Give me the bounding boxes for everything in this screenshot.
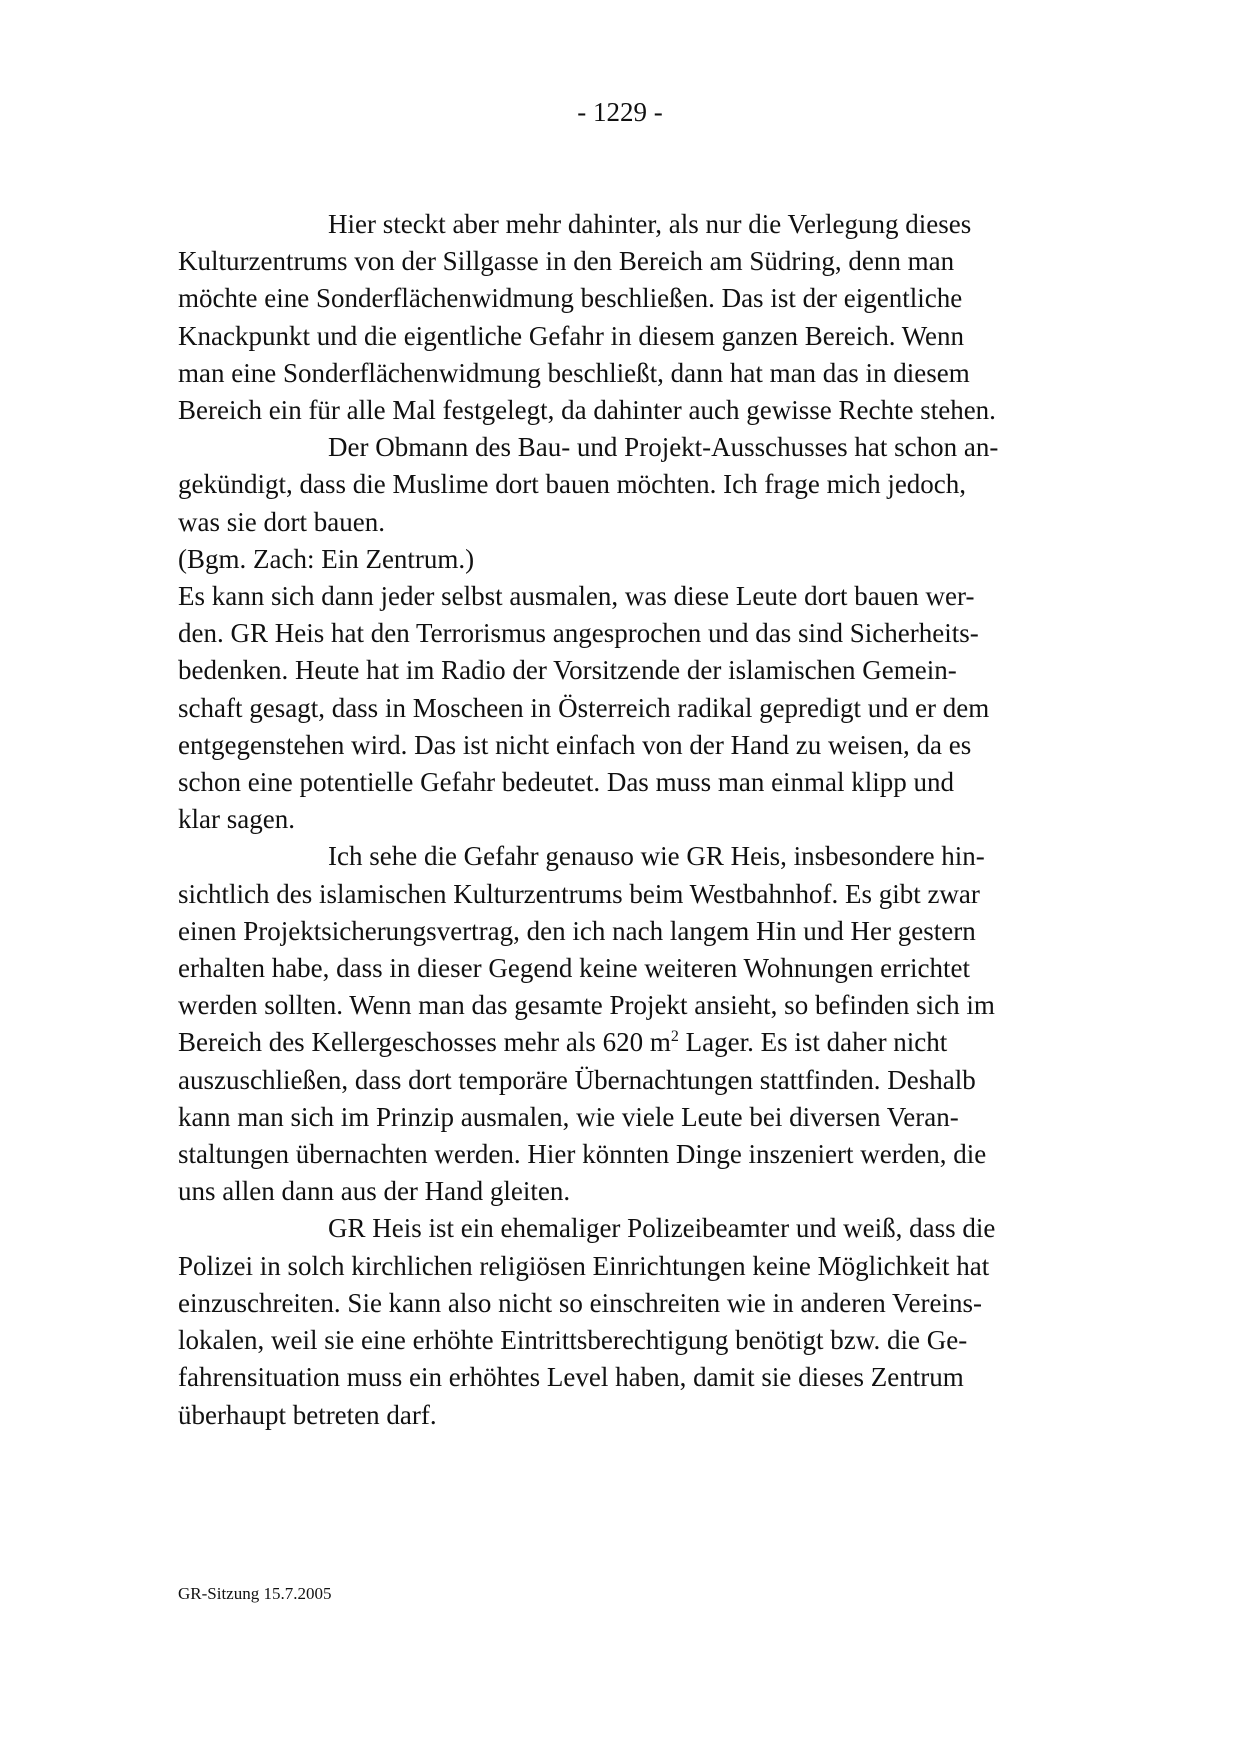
text-line: erhalten habe, dass in dieser Gegend keine weiteren Wohnungen errichtet (178, 953, 971, 984)
text-line: auszuschließen, dass dort temporäre Übernachtungen stattfinden. Deshalb (178, 1064, 976, 1095)
interjection-line: (Bgm. Zach: Ein Zentrum.) (178, 543, 475, 574)
text-line-with-superscript (178, 1024, 1074, 1061)
footer-session-date: GR-Sitzung 15.7.2005 (178, 1584, 332, 1603)
text-line: Ich sehe die Gefahr genauso wie GR Heis, insbesondere hin- (328, 841, 985, 872)
text-line: den. GR Heis hat den Terrorismus angesprochen und das sind Sicherheits- (178, 618, 979, 649)
text-line: werden sollten. Wenn man das gesamte Projekt ansieht, so befinden sich im (178, 990, 995, 1021)
text-line: bedenken. Heute hat im Radio der Vorsitzende der islamischen Gemein- (178, 655, 957, 686)
text-line: möchte eine Sonderflächenwidmung beschließen. Das ist der eigentliche (178, 283, 963, 314)
text-line: man eine Sonderflächenwidmung beschließt, dann hat man das in diesem (178, 357, 970, 388)
text-line: entgegenstehen wird. Das ist nicht einfach von der Hand zu weisen, da es (178, 729, 972, 760)
text-line: lokalen, weil sie eine erhöhte Eintrittsberechtigung benötigt bzw. die Ge- (178, 1325, 968, 1356)
body-text (178, 206, 1074, 1434)
text-line: fahrensituation muss ein erhöhtes Level haben, damit sie dieses Zentrum (178, 1362, 964, 1393)
text-segment: Bereich des Kellergeschosses mehr als 620 m (178, 1027, 671, 1058)
text-line: Hier steckt aber mehr dahinter, als nur die Verlegung dieses (328, 209, 972, 239)
text-line: gekündigt, dass die Muslime dort bauen möchten. Ich frage mich jedoch, (178, 469, 967, 500)
text-line: klar sagen. (178, 804, 295, 835)
text-line: was sie dort bauen. (178, 506, 385, 537)
text-line: Knackpunkt und die eigentliche Gefahr in diesem ganzen Bereich. Wenn (178, 320, 965, 351)
text-line: uns allen dann aus der Hand gleiten. (178, 1176, 571, 1207)
text-line: schon eine potentielle Gefahr bedeutet. Das muss man einmal klipp und (178, 767, 955, 798)
text-line: Der Obmann des Bau- und Projekt-Ausschusses hat schon an- (328, 432, 999, 463)
page-number: - 1229 - (577, 97, 663, 127)
text-line: GR Heis ist ein ehemaliger Polizeibeamter und weiß, dass die (328, 1213, 996, 1244)
text-line: schaft gesagt, dass in Moscheen in Österreich radikal gepredigt und er dem (178, 692, 990, 723)
text-line: Polizei in solch kirchlichen religiösen Einrichtungen keine Möglichkeit hat (178, 1250, 990, 1281)
text-line: einen Projektsicherungsvertrag, den ich nach langem Hin und Her gestern (178, 915, 976, 946)
text-line: sichtlich des islamischen Kulturzentrums beim Westbahnhof. Es gibt zwar (178, 878, 980, 909)
text-line: überhaupt betreten darf. (178, 1399, 437, 1430)
superscript: 2 (670, 1028, 679, 1046)
text-line: kann man sich im Prinzip ausmalen, wie viele Leute bei diversen Veran- (178, 1101, 959, 1132)
text-segment: Lager. Es ist daher nicht (678, 1027, 948, 1058)
text-line: staltungen übernachten werden. Hier könnten Dinge inszeniert werden, die (178, 1139, 987, 1170)
text-line: Es kann sich dann jeder selbst ausmalen, was diese Leute dort bauen wer- (178, 581, 975, 612)
text-line: Bereich ein für alle Mal festgelegt, da dahinter auch gewisse Rechte stehen. (178, 395, 996, 426)
text-line: Kulturzentrums von der Sillgasse in den Bereich am Südring, denn man (178, 246, 955, 277)
text-line: einzuschreiten. Sie kann also nicht so einschreiten wie in anderen Vereins- (178, 1287, 982, 1318)
